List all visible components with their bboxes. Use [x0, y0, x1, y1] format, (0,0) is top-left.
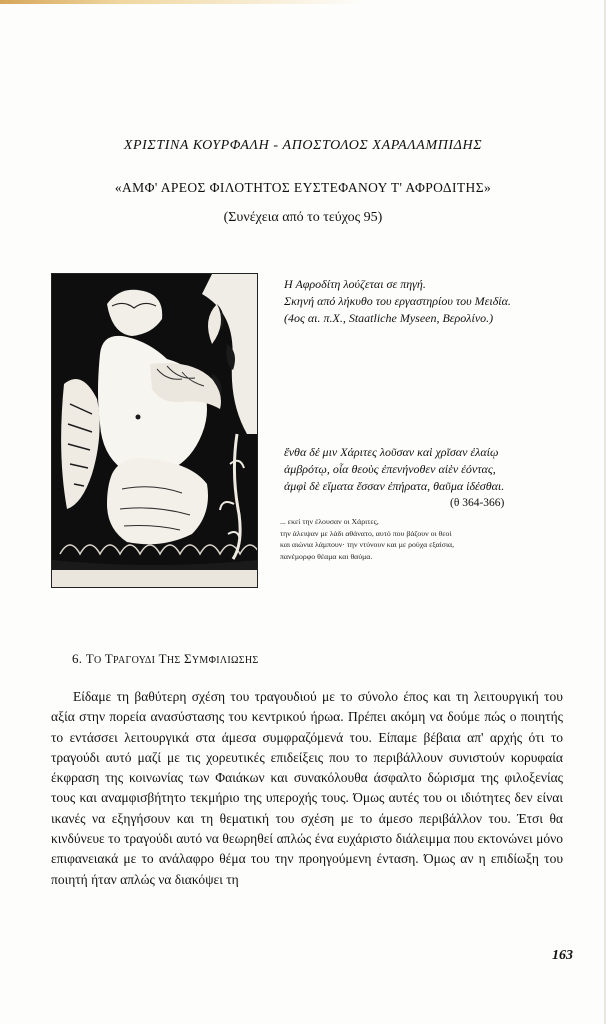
translation-line: και αιώνια λάμπουν· την ντύνουν και με ρούχα εξαίσια, — [280, 540, 455, 549]
heading-part: ΥΜΦΙΛΙΩΣΗΣ — [191, 655, 259, 666]
caption-line: Σκηνή από λήκυθο του εργαστηρίου του Μειδία. — [284, 294, 511, 308]
heading-part: Τ — [101, 651, 114, 666]
heading-part: Τ — [155, 651, 167, 666]
quote-line: ἔνθα δέ μιν Χάριτες λοῦσαν καὶ χρῖσαν ἐλαίῳ — [284, 445, 499, 459]
vase-painting-figure — [51, 273, 258, 588]
article-title: «ΑΜΦ' ΑΡΕΟΣ ΦΙΛΟΤΗΤΟΣ ΕΥΣΤΕΦΑΝΟΥ Τ' ΑΦΡΟΔΙΤΗΣ» — [114, 180, 492, 195]
quote-reference: (θ 364-366) — [450, 497, 505, 509]
section-heading — [72, 651, 259, 667]
quote-translation — [280, 516, 454, 562]
homeric-quote — [284, 444, 504, 495]
vase-painting-image — [52, 274, 257, 587]
author-line: ΧΡΙΣΤΙΝΑ ΚΟΥΡΦΑΛΗ - ΑΠΟΣΤΟΛΟΣ ΧΑΡΑΛΑΜΠΙΔΗΣ — [123, 138, 483, 153]
heading-part: Τ — [85, 651, 94, 666]
page-number: 163 — [552, 948, 573, 963]
caption-line: (4ος αι. π.Χ., Staatliche Myseen, Βερολίνο.) — [284, 311, 494, 325]
translation-line: πανέμορφο θέαμα και θαύμα. — [280, 551, 373, 561]
body-paragraph: Είδαμε τη βαθύτερη σχέση του τραγουδιού με το σύνολο έπος και τη λειτουργική του αξία στην πορεία ανασύστασης του κεντρικού ήρωα. Πρέπει ακόμη να δούμε πώς ο ποιητής το εντάσσει λειτουργικά στα άμεσα συμφραζόμενά του. Είπαμε βέβαια απ' αρχής ότι το τραγούδι αυτό μαζί με τις χορευτικές επιδείξεις που το περιβάλλουν συνιστούν κορυφαία έκφραση της κοινωνίας των Φαιάκων και συνακόλουθα άσφαλτο δώρισμα της φιλοξενίας τους και αναμφισβήτητο τεκμήριο της υπεροχής τους. Όμως αυτές του οι ιδιότητες δεν είναι ικανές να εξηγήσουν και τη θεματική του σχέση με το άμεσο περιβάλλον του. Έτσι θα κινδύνευε το τραγούδι αυτό να θεωρηθεί απλώς ένα ευχάριστο διάλειμμα που εκτονώνει μόνο επιφανειακά με το ανάλαφρο θέμα του την προηγούμενη ένταση. Όμως αν η επιδίωξη του ποιητή ήταν απλώς να διακόψει τη — [51, 689, 563, 887]
quote-line: ἀμφὶ δὲ εἵματα ἕσσαν ἐπήρατα, θαῦμα ἰδέσθαι. — [284, 479, 505, 493]
translation-line: ... εκεί την έλουσαν οι Χάριτες, — [280, 517, 379, 526]
section-number: 6. — [72, 651, 83, 666]
heading-part: ΡΑΓΟΥΔΙ — [113, 655, 156, 666]
quote-line: ἀμβρότῳ, οἷα θεοὺς ἐπενήνοθεν αἰὲν ἐόντας, — [284, 462, 496, 476]
article-subtitle: (Συνέχεια από το τεύχος 95) — [223, 210, 383, 225]
scan-top-band — [0, 0, 606, 4]
heading-part: Ο — [93, 655, 102, 666]
figure-caption — [284, 276, 511, 327]
caption-line: Η Αφροδίτη λούζεται σε πηγή. — [284, 277, 426, 291]
heading-part: ΗΣ — [166, 655, 181, 666]
heading-part: Σ — [180, 651, 192, 666]
translation-line: την άλειψαν με λάδι αθάνατο, αυτό που βάζουν οι θεοί — [280, 528, 452, 538]
